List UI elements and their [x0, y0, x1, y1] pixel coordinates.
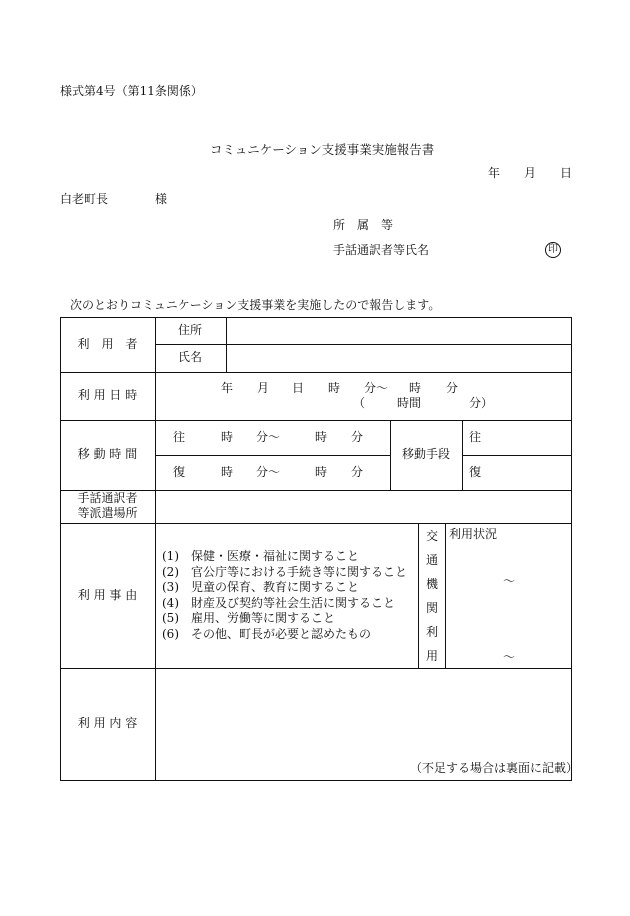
- dt-month: 月: [257, 381, 270, 395]
- reason-item: (4) 財産及び契約等社会生活に関すること: [162, 595, 395, 610]
- travel-out-minute-end: 分: [351, 430, 364, 444]
- content-label: 利 用 内 容: [77, 716, 138, 730]
- addressee-name: 白老町長: [60, 192, 109, 206]
- reason-item: (6) その他、町長が必要と認めたもの: [162, 626, 371, 641]
- transport-char: 機: [425, 577, 438, 591]
- transport-char: 利: [425, 625, 438, 639]
- transport-char: 関: [425, 601, 438, 615]
- dt-duration-hours: 時間: [397, 396, 422, 410]
- dispatch-place-label-1: 手話通訳者: [77, 491, 138, 505]
- reporter-name-label: 手話通訳者等氏名: [333, 243, 430, 257]
- travel-out-hour-end: 時: [315, 430, 328, 444]
- dt-duration-minutes: 分）: [469, 396, 494, 410]
- usage-tilde-1: ～: [503, 574, 516, 588]
- reason-item: (1) 保健・医療・福祉に関すること: [162, 549, 359, 563]
- user-label: 利 用 者: [77, 337, 138, 351]
- transport-char: 用: [425, 649, 438, 663]
- travel-means-out: 往: [469, 430, 482, 444]
- reason-label: 利 用 事 由: [77, 588, 138, 602]
- travel-ret-hour-end: 時: [315, 465, 328, 479]
- content-note: （不足する場合は裏面に記載）: [410, 761, 579, 775]
- document-title: コミュニケーション支援事業実施報告書: [210, 142, 435, 157]
- travel-ret-hour: 時: [221, 465, 234, 479]
- dt-hour-end: 時: [409, 381, 422, 395]
- affiliation-label: 所 属 等: [333, 218, 394, 232]
- reason-item: (5) 雇用、労働等に関すること: [162, 611, 335, 625]
- usage-tilde-2: ～: [503, 650, 516, 664]
- dt-year: 年: [221, 381, 234, 395]
- reason-item: (3) 児童の保育、教育に関すること: [162, 580, 359, 594]
- addressee-honorific: 様: [155, 192, 168, 206]
- dt-hour-start: 時: [328, 381, 341, 395]
- datetime-label: 利 用 日 時: [77, 388, 138, 402]
- travel-ret-label: 復: [173, 465, 186, 479]
- transport-char: 交: [425, 529, 438, 543]
- dt-duration-open: （: [353, 396, 366, 410]
- dt-day: 日: [292, 381, 305, 395]
- user-address-label: 住所: [178, 323, 203, 337]
- travel-out-minute: 分～: [256, 430, 281, 444]
- form-number: 様式第4号（第11条関係）: [60, 84, 203, 98]
- travel-time-label: 移 動 時 間: [77, 447, 138, 461]
- travel-ret-minute-end: 分: [351, 465, 364, 479]
- seal-stamp-icon: 印: [545, 242, 561, 258]
- dispatch-place-label-2: 等派遣場所: [77, 506, 138, 520]
- user-name-label: 氏名: [178, 350, 203, 364]
- travel-out-hour: 時: [221, 430, 234, 444]
- travel-out-label: 往: [173, 430, 186, 444]
- intro-text: 次のとおりコミュニケーション支援事業を実施したので報告します。: [70, 298, 441, 312]
- reason-item: (2) 官公庁等における手続き等に関すること: [162, 564, 407, 579]
- usage-status-label: 利用状況: [449, 527, 498, 541]
- travel-means-ret: 復: [469, 465, 482, 479]
- reason-list: [162, 550, 407, 643]
- date-month: 月: [524, 166, 537, 180]
- date-year: 年: [488, 166, 501, 180]
- dt-minute-start: 分～: [364, 381, 389, 395]
- travel-ret-minute: 分～: [256, 465, 281, 479]
- dt-minute-end: 分: [446, 381, 459, 395]
- travel-means-label: 移動手段: [401, 447, 450, 461]
- transport-char: 通: [425, 553, 438, 567]
- date-day: 日: [560, 166, 573, 180]
